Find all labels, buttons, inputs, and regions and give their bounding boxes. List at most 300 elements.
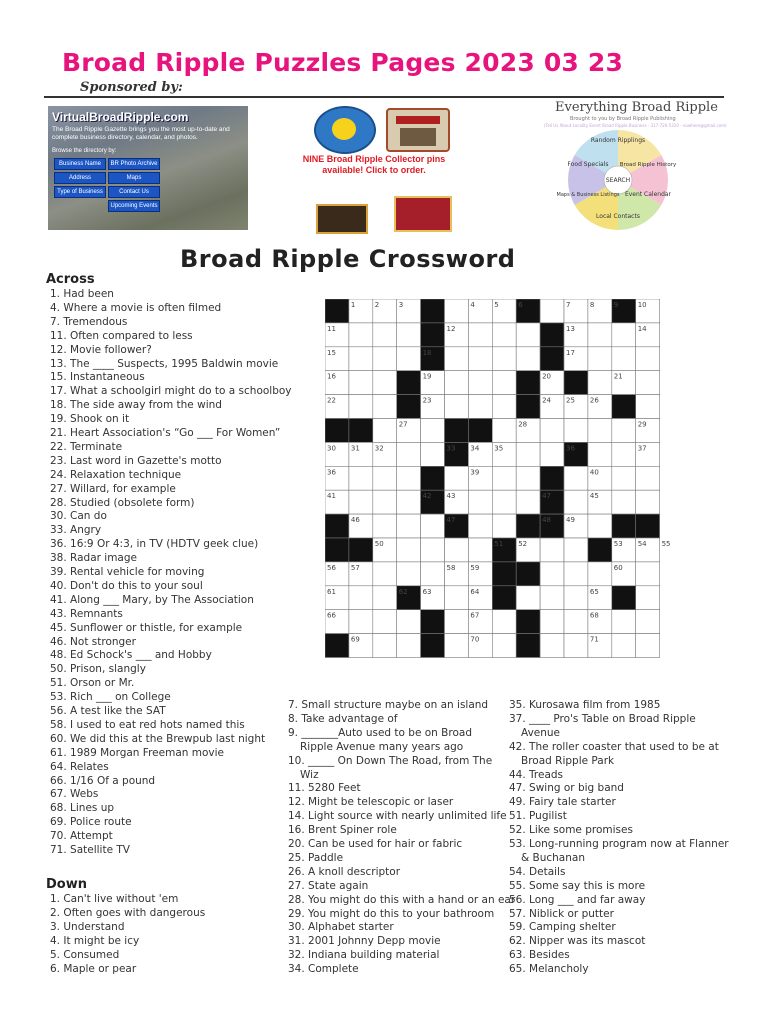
grid-cell[interactable] bbox=[516, 490, 540, 514]
clue-item: 51. Pugilist bbox=[509, 810, 567, 823]
grid-cell[interactable] bbox=[612, 490, 636, 514]
grid-block bbox=[421, 466, 445, 490]
clue-item: 18. The side away from the wind bbox=[50, 399, 222, 412]
grid-cell[interactable] bbox=[636, 371, 660, 395]
grid-cell[interactable] bbox=[468, 323, 492, 347]
grid-cell[interactable] bbox=[349, 371, 373, 395]
grid-block bbox=[421, 299, 445, 323]
grid-block bbox=[492, 562, 516, 586]
grid-cell[interactable] bbox=[612, 323, 636, 347]
clue-item: 70. Attempt bbox=[50, 830, 113, 843]
grid-number: 45 bbox=[589, 492, 599, 501]
grid-number: 20 bbox=[542, 372, 552, 381]
grid-block bbox=[516, 634, 540, 658]
grid-block bbox=[492, 586, 516, 610]
grid-number: 4 bbox=[470, 301, 475, 309]
clue-item: 9. _______Auto used to be on Broad bbox=[288, 726, 472, 739]
clue-item: 46. Not stronger bbox=[50, 635, 136, 648]
grid-cell[interactable] bbox=[421, 442, 445, 466]
grid-cell[interactable] bbox=[397, 442, 421, 466]
grid-cell[interactable] bbox=[492, 371, 516, 395]
grid-number: 64 bbox=[470, 587, 480, 596]
grid-cell[interactable] bbox=[516, 347, 540, 371]
grid-number: 53 bbox=[613, 540, 623, 548]
clue-item: 28. You might do this with a hand or an ear bbox=[288, 893, 516, 906]
grid-cell[interactable] bbox=[564, 634, 588, 658]
grid-cell[interactable] bbox=[397, 634, 421, 658]
grid-block bbox=[325, 538, 349, 562]
grid-block bbox=[516, 371, 540, 395]
header-divider bbox=[44, 96, 724, 98]
grid-cell[interactable] bbox=[468, 538, 492, 562]
clue-item: 50. Prison, slangly bbox=[50, 663, 146, 676]
maps-button[interactable]: Maps bbox=[108, 172, 160, 184]
pins-note[interactable]: NINE Broad Ripple Collector pins available! Click to order. bbox=[302, 154, 446, 175]
grid-cell[interactable] bbox=[349, 490, 373, 514]
grid-number: 43 bbox=[446, 492, 456, 501]
clue-item: 53. Long-running program now at Flanner bbox=[509, 838, 729, 850]
clue-item: 53. Rich ___ on College bbox=[50, 691, 171, 704]
grid-number: 17 bbox=[566, 348, 575, 357]
grid-cell[interactable] bbox=[397, 466, 421, 490]
grid-cell[interactable] bbox=[421, 419, 445, 443]
clue-item: 22. Terminate bbox=[50, 440, 123, 453]
wheel-label-calendar: Event Calendar bbox=[624, 191, 672, 198]
address-button[interactable]: Address bbox=[54, 172, 106, 184]
wheel-label-history: Broad Ripple History bbox=[619, 162, 677, 168]
grid-cell[interactable] bbox=[445, 395, 469, 419]
ad-site-name: VirtualBroadRipple.com bbox=[52, 110, 189, 124]
duck-pin-icon bbox=[314, 106, 376, 154]
grid-block bbox=[325, 299, 349, 323]
grid-cell[interactable] bbox=[636, 634, 660, 658]
clue-item: 11. Often compared to less bbox=[50, 329, 193, 342]
grid-cell[interactable] bbox=[612, 347, 636, 371]
grid-block bbox=[349, 538, 373, 562]
grid-cell[interactable] bbox=[588, 371, 612, 395]
clue-item: 10. _____ On Down The Road, from The bbox=[288, 754, 493, 767]
grid-cell[interactable] bbox=[349, 466, 373, 490]
grid-number: 27 bbox=[398, 420, 408, 429]
grid-cell[interactable] bbox=[421, 538, 445, 562]
clue-item: 29. You might do this to your bathroom bbox=[288, 907, 495, 920]
everything-broad-ripple-ad[interactable] bbox=[540, 100, 727, 234]
grid-cell[interactable] bbox=[564, 610, 588, 634]
grid-cell[interactable] bbox=[564, 490, 588, 514]
clue-item: 52. Like some promises bbox=[509, 824, 633, 837]
grid-number: 57 bbox=[350, 563, 360, 572]
clue-item: 4. Where a movie is often filmed bbox=[50, 301, 222, 314]
grid-cell[interactable] bbox=[373, 347, 397, 371]
clue-item: 1. Had been bbox=[50, 288, 114, 300]
grid-block bbox=[325, 419, 349, 443]
grid-cell[interactable] bbox=[397, 347, 421, 371]
contact-us-button[interactable]: Contact Us bbox=[108, 186, 160, 198]
clue-item: 34. Complete bbox=[288, 963, 359, 976]
grid-number: 46 bbox=[350, 516, 360, 525]
grid-cell[interactable] bbox=[445, 610, 469, 634]
clue-item: 30. Can do bbox=[50, 510, 107, 523]
clue-item: 45. Sunflower or thistle, for example bbox=[50, 621, 243, 634]
clue-item: 17. What a schoolgirl might do to a schoolboy bbox=[50, 385, 292, 398]
clue-item: 30. Alphabet starter bbox=[288, 921, 394, 934]
grid-block bbox=[325, 514, 349, 538]
grid-cell[interactable] bbox=[492, 347, 516, 371]
grid-cell[interactable] bbox=[468, 395, 492, 419]
clue-item: 27. State again bbox=[288, 879, 369, 892]
grid-cell[interactable] bbox=[636, 490, 660, 514]
clue-item: 62. Nipper was its mascot bbox=[509, 935, 646, 948]
grid-cell[interactable] bbox=[397, 490, 421, 514]
clue-item: 61. 1989 Morgan Freeman movie bbox=[50, 746, 224, 759]
grid-number: 31 bbox=[350, 444, 360, 453]
clue-item: 69. Police route bbox=[50, 816, 132, 829]
grid-cell[interactable] bbox=[397, 514, 421, 538]
grid-cell[interactable] bbox=[445, 586, 469, 610]
grid-number: 29 bbox=[637, 420, 647, 429]
grid-cell[interactable] bbox=[636, 586, 660, 610]
clue-item: 26. A knoll descriptor bbox=[288, 865, 401, 878]
grid-number: 6 bbox=[518, 301, 523, 309]
grid-cell[interactable] bbox=[373, 323, 397, 347]
grid-number: 47 bbox=[542, 492, 552, 501]
wheel-label-maps: Maps & Business Listings bbox=[556, 192, 620, 198]
clue-item: 14. Light source with nearly unlimited life bbox=[288, 810, 507, 823]
clue-item: 56. A test like the SAT bbox=[50, 705, 166, 717]
wheel-label-food: Food Specials bbox=[567, 161, 609, 168]
clue-item: 64. Relates bbox=[50, 760, 109, 773]
grid-cell[interactable] bbox=[397, 323, 421, 347]
grid-cell[interactable] bbox=[349, 586, 373, 610]
grid-cell[interactable] bbox=[540, 538, 564, 562]
grid-number: 62 bbox=[398, 587, 408, 596]
grid-block bbox=[421, 610, 445, 634]
type-of-business-button[interactable]: Type of Business bbox=[54, 186, 106, 198]
grid-cell[interactable] bbox=[373, 634, 397, 658]
grid-cell[interactable] bbox=[588, 562, 612, 586]
pin-icon-3 bbox=[316, 204, 368, 234]
grid-cell[interactable] bbox=[540, 610, 564, 634]
grid-number: 21 bbox=[613, 372, 623, 381]
clue-item: 21. Heart Association's “Go ___ For Women” bbox=[50, 427, 281, 439]
grid-cell[interactable] bbox=[612, 634, 636, 658]
grid-block bbox=[516, 610, 540, 634]
ad-contact-line: (Tell Us About Locality Event Broad Ripple Business - 317-726-5310 - nowhere@gmail.com) bbox=[544, 123, 727, 128]
grid-cell[interactable] bbox=[349, 323, 373, 347]
grid-block bbox=[516, 395, 540, 419]
grid-number: 52 bbox=[518, 540, 528, 548]
grid-number: 32 bbox=[374, 444, 384, 453]
clue-item: Ripple Avenue many years ago bbox=[300, 740, 464, 753]
grid-cell[interactable] bbox=[540, 562, 564, 586]
grid-number: 14 bbox=[637, 324, 647, 333]
grid-number: 37 bbox=[637, 444, 647, 453]
grid-number: 15 bbox=[327, 348, 336, 357]
clue-item: 44. Treads bbox=[509, 768, 564, 781]
grid-block bbox=[468, 419, 492, 443]
across-heading: Across bbox=[46, 272, 95, 287]
clue-item: 66. 1/16 Of a pound bbox=[50, 774, 156, 787]
grid-number: 59 bbox=[470, 563, 480, 572]
grid-block bbox=[397, 395, 421, 419]
grid-cell[interactable] bbox=[468, 514, 492, 538]
grid-cell[interactable] bbox=[492, 514, 516, 538]
grid-cell[interactable] bbox=[516, 586, 540, 610]
grid-number: 61 bbox=[327, 587, 336, 596]
grid-cell[interactable] bbox=[612, 466, 636, 490]
clue-item: 38. Radar image bbox=[50, 552, 137, 565]
grid-number: 8 bbox=[589, 301, 595, 309]
grid-number: 16 bbox=[327, 372, 336, 381]
clue-item: 23. Last word in Gazette's motto bbox=[50, 454, 222, 467]
down-heading: Down bbox=[46, 877, 87, 892]
collector-pins-ad[interactable] bbox=[294, 104, 454, 232]
grid-cell[interactable] bbox=[636, 466, 660, 490]
grid-number: 19 bbox=[422, 372, 432, 381]
grid-number: 24 bbox=[542, 396, 552, 405]
grid-number: 66 bbox=[327, 611, 336, 620]
grid-cell[interactable] bbox=[397, 562, 421, 586]
grid-cell[interactable] bbox=[588, 323, 612, 347]
clue-item: & Buchanan bbox=[521, 851, 585, 864]
grid-cell[interactable] bbox=[492, 634, 516, 658]
clue-item: 55. Some say this is more bbox=[509, 879, 646, 892]
clue-item: 47. Swing or big band bbox=[509, 782, 624, 795]
grid-cell[interactable] bbox=[564, 586, 588, 610]
grid-number: 1 bbox=[350, 301, 356, 309]
grid-number: 48 bbox=[542, 516, 552, 525]
grid-block bbox=[349, 419, 373, 443]
grid-number: 34 bbox=[470, 444, 480, 453]
grid-cell[interactable] bbox=[492, 490, 516, 514]
grid-number: 39 bbox=[470, 468, 480, 477]
page-title: Broad Ripple Puzzles Pages 2023 03 23 bbox=[62, 48, 624, 77]
clue-item: 16. Brent Spiner role bbox=[288, 824, 397, 837]
grid-cell[interactable] bbox=[636, 347, 660, 371]
grid-number: 10 bbox=[637, 301, 647, 309]
clue-item: 39. Rental vehicle for moving bbox=[50, 566, 205, 578]
clue-item: 4. It might be icy bbox=[50, 934, 140, 947]
grid-number: 7 bbox=[566, 301, 571, 309]
photo-archive-button[interactable]: BR Photo Archive bbox=[108, 158, 160, 170]
grid-cell[interactable] bbox=[564, 466, 588, 490]
grid-cell[interactable] bbox=[445, 299, 469, 323]
clue-item: 59. Camping shelter bbox=[509, 921, 616, 934]
grid-block bbox=[588, 538, 612, 562]
clue-item: 15. Instantaneous bbox=[50, 371, 145, 384]
grid-number: 47 bbox=[446, 516, 456, 525]
grid-cell[interactable] bbox=[516, 442, 540, 466]
clue-item: 56. Long ___ and far away bbox=[509, 893, 646, 906]
grid-cell[interactable] bbox=[445, 466, 469, 490]
grid-cell[interactable] bbox=[445, 634, 469, 658]
grid-cell[interactable] bbox=[468, 490, 492, 514]
grid-block bbox=[421, 634, 445, 658]
grid-cell[interactable] bbox=[540, 586, 564, 610]
grid-number: 69 bbox=[350, 635, 360, 644]
grid-number: 51 bbox=[494, 540, 504, 548]
grid-cell[interactable] bbox=[373, 466, 397, 490]
grid-cell[interactable] bbox=[468, 371, 492, 395]
clue-item: 11. 5280 Feet bbox=[288, 782, 361, 795]
upcoming-events-button[interactable]: Upcoming Events bbox=[108, 200, 160, 212]
clue-item: 57. Niblick or putter bbox=[509, 907, 614, 920]
grid-block bbox=[325, 634, 349, 658]
grid-cell[interactable] bbox=[373, 419, 397, 443]
grid-number: 67 bbox=[470, 611, 480, 620]
grid-cell[interactable] bbox=[349, 610, 373, 634]
grid-cell[interactable] bbox=[564, 538, 588, 562]
grid-cell[interactable] bbox=[612, 442, 636, 466]
grid-cell[interactable] bbox=[588, 514, 612, 538]
clue-item: 43. Remnants bbox=[50, 607, 123, 620]
grid-number: 33 bbox=[446, 444, 456, 453]
theater-pin-icon bbox=[386, 108, 450, 152]
clue-item: 1. Can't live without 'em bbox=[50, 893, 179, 905]
clue-item: 20. Can be used for hair or fabric bbox=[288, 838, 463, 850]
ad-subheading: Brought to you by Broad Ripple Publishing bbox=[570, 116, 676, 122]
grid-number: 42 bbox=[422, 492, 432, 501]
grid-cell[interactable] bbox=[492, 323, 516, 347]
clue-item: 2. Often goes with dangerous bbox=[50, 906, 206, 919]
clue-item: 33. Angry bbox=[50, 524, 102, 537]
grid-cell[interactable] bbox=[349, 347, 373, 371]
grid-number: 68 bbox=[589, 611, 599, 620]
grid-number: 55 bbox=[661, 540, 671, 548]
pin-icon-4 bbox=[394, 196, 452, 232]
ad-description: The Broad Ripple Gazette brings you the most up-to-date and complete business directory, calendar, and photos. bbox=[52, 126, 230, 141]
ad-heading: Everything Broad Ripple bbox=[555, 100, 718, 115]
grid-cell[interactable] bbox=[373, 395, 397, 419]
clue-item: 49. Fairy tale starter bbox=[509, 796, 616, 809]
grid-cell[interactable] bbox=[421, 514, 445, 538]
grid-cell[interactable] bbox=[373, 514, 397, 538]
clue-item: 58. I used to eat red hots named this bbox=[50, 718, 245, 731]
grid-cell[interactable] bbox=[516, 323, 540, 347]
wheel-label-contacts: Local Contacts bbox=[596, 213, 640, 220]
grid-cell[interactable] bbox=[373, 610, 397, 634]
grid-cell[interactable] bbox=[540, 634, 564, 658]
clue-item: 32. Indiana building material bbox=[288, 949, 440, 962]
virtual-broad-ripple-ad[interactable] bbox=[48, 106, 248, 230]
grid-number: 71 bbox=[589, 635, 599, 644]
grid-number: 58 bbox=[446, 563, 456, 572]
grid-cell[interactable] bbox=[564, 562, 588, 586]
clue-item: 37. ____ Pro's Table on Broad Ripple bbox=[509, 712, 696, 725]
grid-cell[interactable] bbox=[492, 419, 516, 443]
clue-item: 7. Tremendous bbox=[50, 315, 128, 328]
clue-item: 8. Take advantage of bbox=[288, 712, 398, 725]
grid-cell[interactable] bbox=[492, 395, 516, 419]
grid-cell[interactable] bbox=[373, 371, 397, 395]
grid-cell[interactable] bbox=[516, 466, 540, 490]
grid-cell[interactable] bbox=[612, 610, 636, 634]
grid-cell[interactable] bbox=[636, 610, 660, 634]
grid-cell[interactable] bbox=[588, 442, 612, 466]
clue-item: 48. Ed Schock's ___ and Hobby bbox=[50, 649, 212, 662]
grid-cell[interactable] bbox=[397, 610, 421, 634]
grid-cell[interactable] bbox=[612, 419, 636, 443]
grid-cell[interactable] bbox=[468, 347, 492, 371]
clue-item: 68. Lines up bbox=[50, 802, 115, 815]
grid-block bbox=[636, 514, 660, 538]
grid-cell[interactable] bbox=[445, 347, 469, 371]
grid-cell[interactable] bbox=[373, 562, 397, 586]
grid-number: 36 bbox=[566, 444, 575, 453]
clue-item: 71. Satellite TV bbox=[50, 844, 130, 856]
grid-number: 28 bbox=[518, 420, 528, 429]
grid-cell[interactable] bbox=[373, 586, 397, 610]
grid-number: 41 bbox=[327, 492, 336, 501]
grid-block bbox=[421, 323, 445, 347]
grid-cell[interactable] bbox=[445, 538, 469, 562]
clue-item: 65. Melancholy bbox=[509, 963, 589, 976]
grid-block bbox=[397, 371, 421, 395]
grid-block bbox=[612, 395, 636, 419]
grid-cell[interactable] bbox=[540, 442, 564, 466]
grid-block bbox=[612, 586, 636, 610]
grid-block bbox=[516, 562, 540, 586]
grid-number: 2 bbox=[374, 301, 380, 309]
grid-cell[interactable] bbox=[588, 419, 612, 443]
grid-number: 63 bbox=[422, 587, 432, 596]
grid-number: 22 bbox=[327, 396, 336, 405]
grid-block bbox=[612, 514, 636, 538]
clue-item: 7. Small structure maybe on an island bbox=[288, 699, 489, 711]
clue-item: 35. Kurosawa film from 1985 bbox=[509, 699, 661, 711]
grid-cell[interactable] bbox=[540, 419, 564, 443]
grid-number: 50 bbox=[374, 540, 384, 548]
grid-cell[interactable] bbox=[588, 347, 612, 371]
grid-cell[interactable] bbox=[373, 490, 397, 514]
grid-cell[interactable] bbox=[636, 395, 660, 419]
grid-number: 25 bbox=[566, 396, 575, 405]
clue-item: 3. Understand bbox=[50, 920, 125, 933]
grid-number: 11 bbox=[327, 324, 336, 333]
grid-number: 30 bbox=[327, 444, 336, 453]
clue-item: 63. Besides bbox=[509, 949, 570, 962]
grid-block bbox=[564, 371, 588, 395]
grid-cell[interactable] bbox=[421, 562, 445, 586]
grid-number: 12 bbox=[446, 324, 456, 333]
business-name-button[interactable]: Business Name bbox=[54, 158, 106, 170]
grid-number: 35 bbox=[494, 444, 504, 453]
clue-item: Wiz bbox=[300, 768, 319, 781]
grid-cell[interactable] bbox=[636, 562, 660, 586]
grid-number: 49 bbox=[566, 516, 575, 525]
category-wheel[interactable] bbox=[540, 100, 724, 234]
grid-cell[interactable] bbox=[492, 610, 516, 634]
clue-item: 28. Studied (obsolete form) bbox=[50, 496, 195, 509]
crossword-grid[interactable] bbox=[325, 299, 685, 669]
grid-number: 60 bbox=[613, 563, 623, 572]
clue-item: 54. Details bbox=[509, 865, 566, 878]
grid-cell[interactable] bbox=[349, 395, 373, 419]
wheel-label-random: Random Ripplings bbox=[590, 137, 646, 144]
ad-browse-label: Browse the directory by: bbox=[52, 148, 117, 154]
grid-cell[interactable] bbox=[564, 419, 588, 443]
grid-number: 36 bbox=[327, 468, 336, 477]
grid-number: 18 bbox=[422, 348, 432, 357]
grid-cell[interactable] bbox=[540, 299, 564, 323]
grid-cell[interactable] bbox=[492, 466, 516, 490]
clue-item: Avenue bbox=[521, 726, 561, 739]
grid-cell[interactable] bbox=[445, 371, 469, 395]
grid-block bbox=[445, 419, 469, 443]
grid-cell[interactable] bbox=[397, 538, 421, 562]
grid-number: 3 bbox=[398, 301, 404, 309]
clue-item: 25. Paddle bbox=[288, 851, 344, 864]
